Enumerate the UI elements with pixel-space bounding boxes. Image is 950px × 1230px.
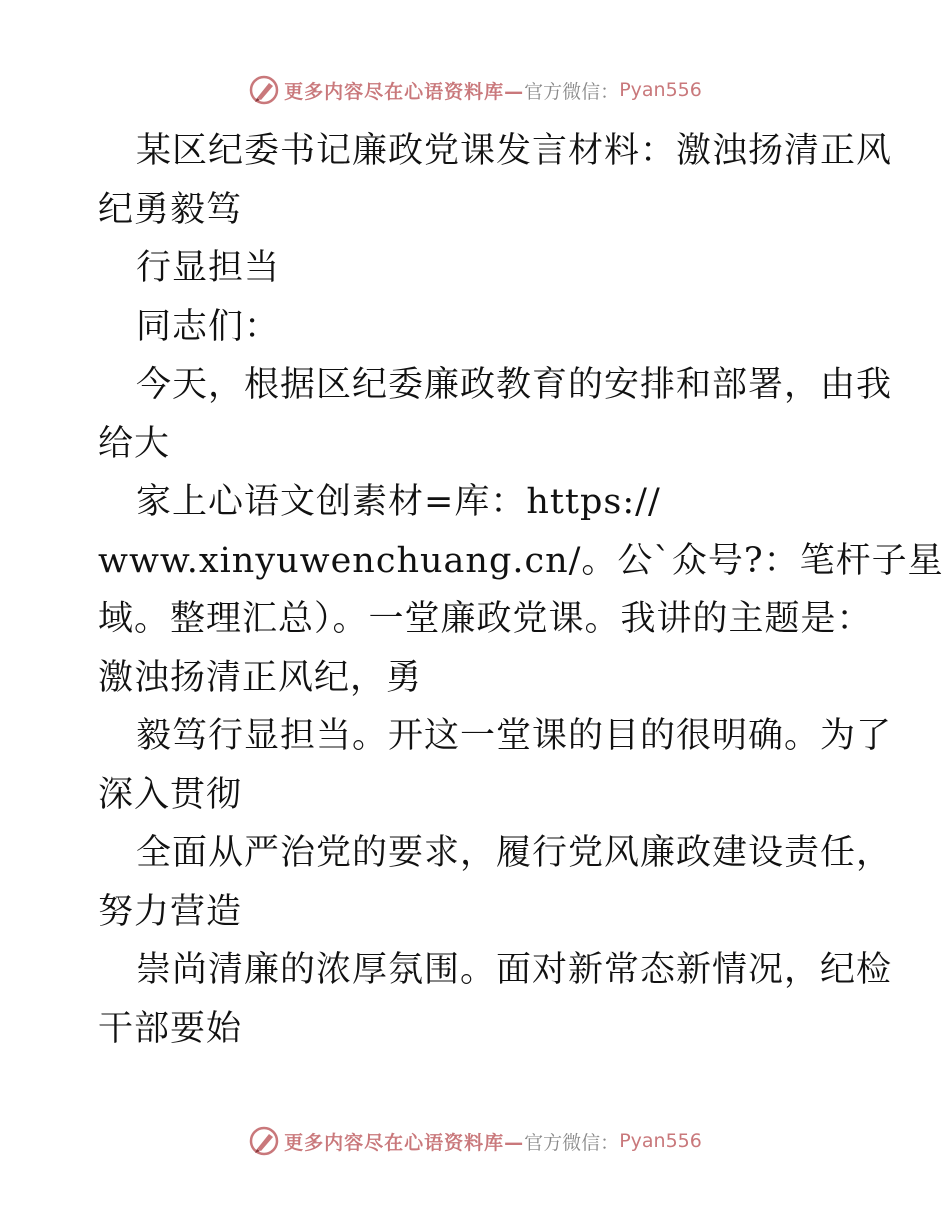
pen-logo-icon [248, 1125, 280, 1157]
doc-paragraph-line: 努力营造 [98, 891, 243, 932]
footer-wechat-id: Pyan556 [619, 1130, 702, 1152]
doc-paragraph-line: 激浊扬清正风纪，勇 [98, 657, 423, 698]
doc-title-line-2: 纪勇毅笃 [98, 189, 243, 230]
doc-title-line-1: 某区纪委书记廉政党课发言材料：激浊扬清正风 [136, 131, 893, 171]
doc-greeting: 同志们： [136, 306, 281, 347]
doc-paragraph-line: 今天，根据区纪委廉政教育的安排和部署，由我 [136, 365, 893, 405]
doc-paragraph-line: 干部要始 [98, 1008, 243, 1049]
footer-wechat-label: 官方微信： [524, 1131, 620, 1154]
doc-paragraph-line: 深入贯彻 [98, 774, 243, 815]
doc-paragraph-line: www.xinyuwenchuang.cn/。公`众号?：笔杆子星 [98, 540, 944, 581]
footer-watermark [0, 1121, 950, 1161]
header-wechat-label: 官方微信： [524, 80, 620, 103]
doc-paragraph-line: 域。整理汇总）。一堂廉政党课。我讲的主题是： [98, 599, 873, 639]
doc-paragraph-line: 全面从严治党的要求，履行党风廉政建设责任， [136, 833, 893, 873]
doc-title-line-3: 行显担当 [136, 248, 281, 288]
doc-paragraph-line: 给大 [98, 423, 171, 464]
doc-paragraph-line: 毅笃行显担当。开这一堂课的目的很明确。为了 [136, 716, 893, 756]
pen-logo-icon [248, 74, 280, 106]
footer-site-text: 更多内容尽在心语资料库— [284, 1131, 525, 1154]
doc-paragraph-line: 家上心语文创素材=库：https:// [136, 482, 661, 522]
doc-paragraph-line: 崇尚清廉的浓厚氛围。面对新常态新情况，纪检 [136, 950, 893, 990]
header-site-text: 更多内容尽在心语资料库— [284, 80, 525, 103]
document-body [98, 122, 944, 1058]
header-wechat-id: Pyan556 [619, 79, 702, 101]
header-watermark [0, 70, 950, 110]
